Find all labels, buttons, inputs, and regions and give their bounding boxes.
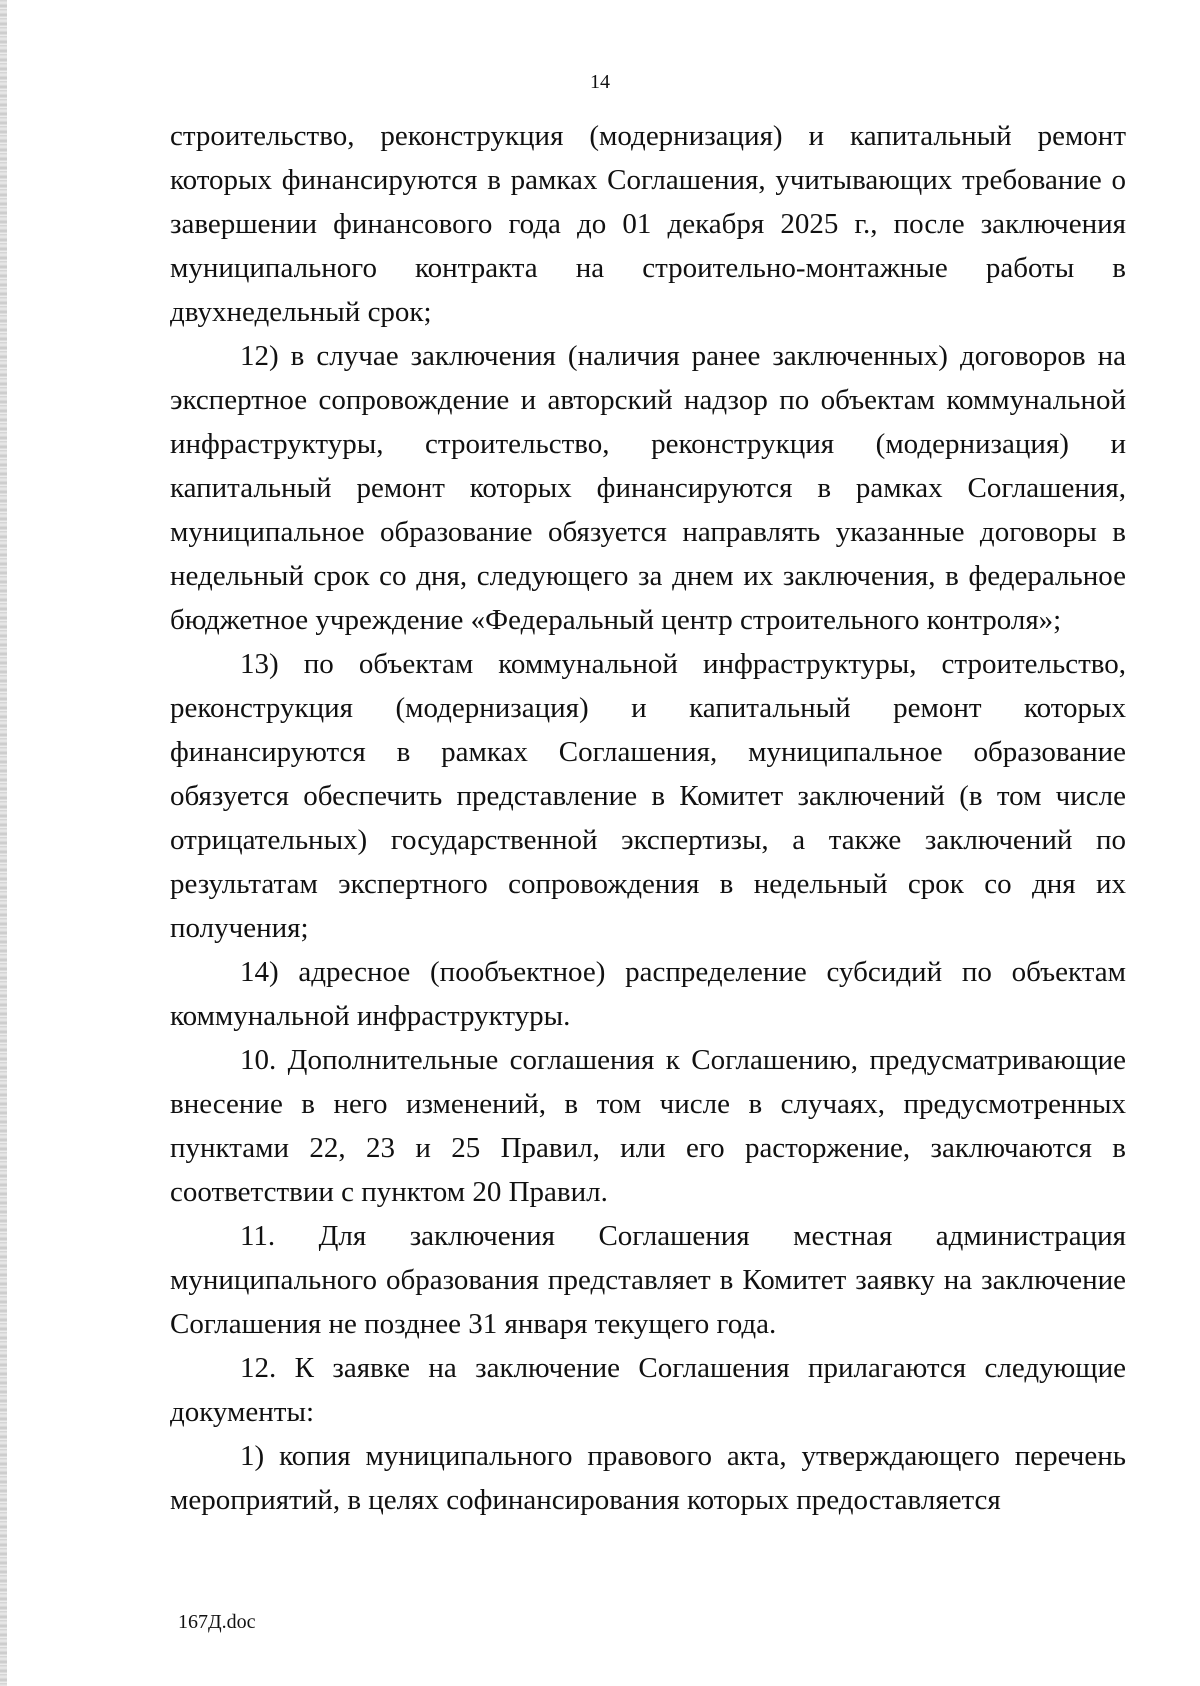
paragraph-continuation: строительство, реконструкция (модернизация) и капитальный ремонт которых финансируются в рамках Соглашения, учитывающих требование о завершении финансового года до 01 декабря 2025 г., после заключения муниципального контракта на строительно-монтажные работы в двухнедельный срок; <box>170 120 1126 328</box>
paragraph-section-11: 11. Для заключения Соглашения местная администрация муниципального образования представляет в Комитет заявку на заключение Соглашения не позднее 31 января текущего года. <box>170 1220 1126 1340</box>
paragraph-section-10: 10. Дополнительные соглашения к Соглашению, предусматривающие внесение в него изменений, в том числе в случаях, предусмотренных пунктами 22, 23 и 25 Правил, или его расторжение, заключаются в соответствии с пунктом 20 Правил. <box>170 1044 1126 1208</box>
document-body <box>170 114 1126 1522</box>
scan-edge <box>0 0 7 1686</box>
paragraph-item-12: 12) в случае заключения (наличия ранее заключенных) договоров на экспертное сопровождение и авторский надзор по объектам коммунальной инфраструктуры, строительство, реконструкция (модернизация) и капитальный ремонт которых финансируются в рамках Соглашения, муниципальное образование обязуется направлять указанные договоры в недельный срок со дня, следующего за днем их заключения, в федеральное бюджетное учреждение «Федеральный центр строительного контроля»; <box>170 340 1126 636</box>
footer-filename: 167Д.doc <box>178 1611 256 1633</box>
paragraph-section-12: 12. К заявке на заключение Соглашения прилагаются следующие документы: <box>170 1352 1126 1428</box>
page-number: 14 <box>590 71 610 93</box>
paragraph-item-13: 13) по объектам коммунальной инфраструктуры, строительство, реконструкция (модернизация) и капитальный ремонт которых финансируются в рамках Соглашения, муниципальное образование обязуется обеспечить представление в Комитет заключений (в том числе отрицательных) государственной экспертизы, а также заключений по результатам экспертного сопровождения в недельный срок со дня их получения; <box>170 648 1126 944</box>
paragraph-item-14: 14) адресное (пообъектное) распределение субсидий по объектам коммунальной инфраструктуры. <box>170 956 1126 1032</box>
paragraph-list-item-1: 1) копия муниципального правового акта, утверждающего перечень мероприятий, в целях софинансирования которых предоставляется <box>170 1440 1126 1516</box>
